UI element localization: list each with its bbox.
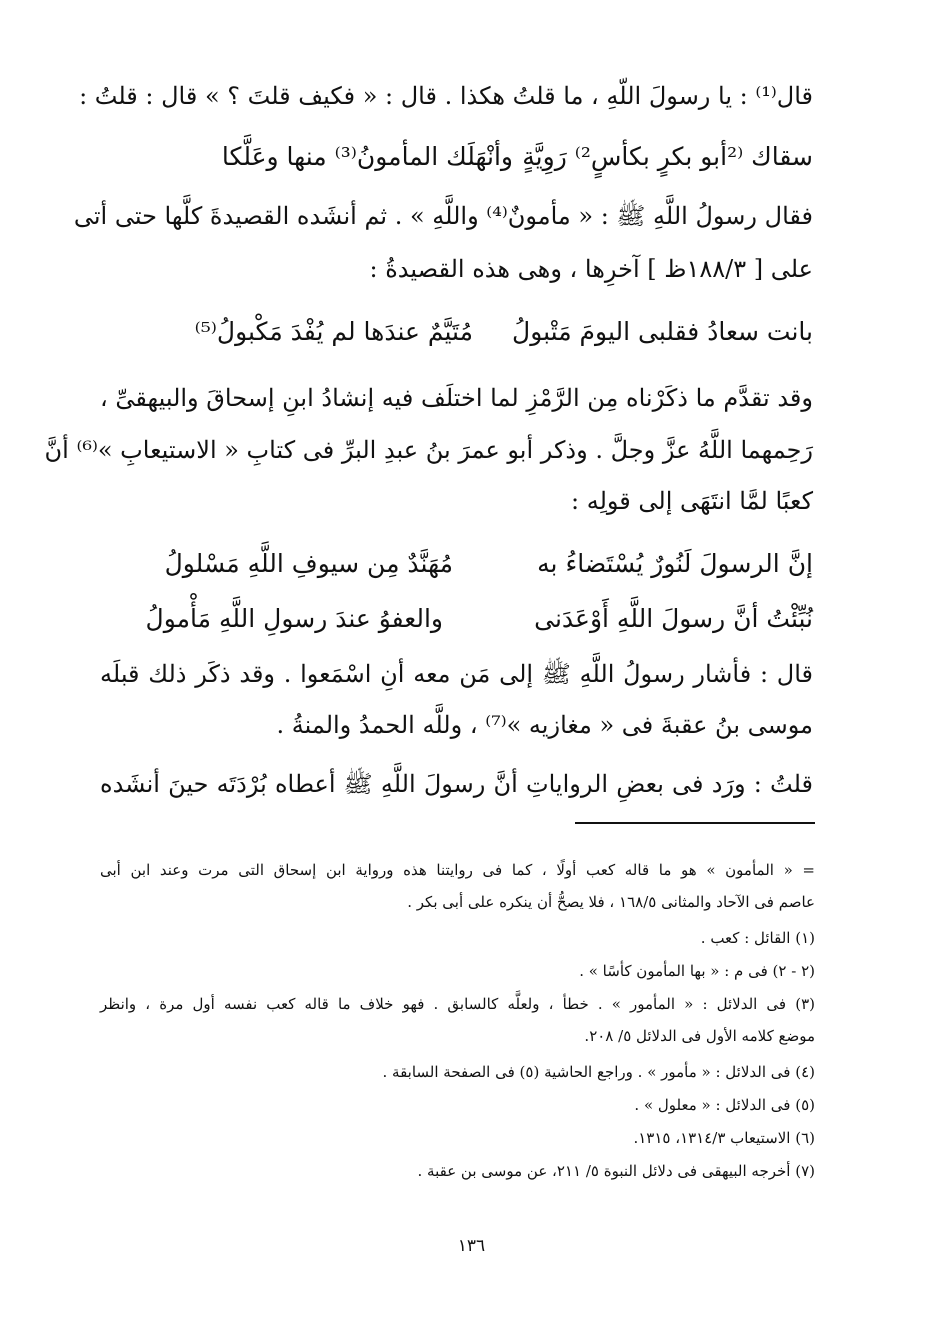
- verse-2-hemistich-1: بانت سعادُ فقلبى اليومَ مَتْبولُ: [512, 317, 813, 346]
- text-line-3: فقال رسولُ اللَّهِ ﷺ : « مأمونٌ⁽⁴⁾ واللَّهِ » . ثم أنشَده القصيدةَ كلَّها حتى أتى: [73, 202, 813, 230]
- verse-4-hemistich-1: نُبِّئْتُ أنَّ رسولَ اللَّهِ أَوْعَدَنى: [534, 604, 813, 633]
- footnote-3-line-1: (٣) فى الدلائل : « المأمور » . خطأ ، ولعلَّه كالسابق . فهو خلاف ما قاله كعب نفسه أول مرة ، وانظر: [100, 995, 815, 1013]
- text-line-11: قال : فأشار رسولُ اللَّهِ ﷺ إلى مَن معه أنِ اسْمَعوا . وقد ذكَر ذلك قبلَه: [100, 660, 813, 688]
- footnote-4: (٤) فى الدلائل : « مأمور » . وراجع الحاشية (٥) فى الصفحة السابقة .: [382, 1063, 815, 1081]
- footnote-1: (١) القائل : كعب .: [700, 929, 815, 947]
- footnote-7: (٧) أخرجه البيهقى فى دلائل النبوة ٥/ ٢١١، عن موسى بن عقبة .: [417, 1162, 815, 1180]
- verse-3-hemistich-1: إنَّ الرسولَ لَنُورٌ يُسْتَضاءُ به: [537, 549, 813, 578]
- page-number: ١٣٦: [457, 1236, 486, 1256]
- text-line-6: وقد تقدَّم ما ذكَرْناه مِن الرَّمْزِ لما اختلَف فيه إنشادُ ابنِ إسحاقَ والبيهقىِّ ،: [100, 384, 813, 412]
- text-line-7: رَحِمهما اللَّهُ عزَّ وجلَّ . وذكر أبو عمرَ بنُ عبدِ البرِّ فى كتابِ « الاستيعابِ »⁽⁶⁾ أنَّ: [44, 436, 813, 464]
- footnote-separator: [575, 822, 815, 824]
- text-line-1: قال⁽¹⁾ : يا رسولَ اللّهِ ، ما قلتُ هكذا . قال : « فكيف قلتَ ؟ » قال : قلتُ :: [79, 82, 813, 110]
- footnote-continuation-line-2: عاصم فى الآحاد والمثانى ١٦٨/٥ ، فلا يصحُّ أن ينكره على أبى بكر .: [407, 893, 815, 911]
- verse-3-hemistich-2: مُهَنَّدٌ مِن سيوفِ اللَّهِ مَسْلولُ: [164, 549, 453, 578]
- verse-2-hemistich-2: مُتَيَّمٌ عندَها لم يُفْدَ مَكْبولُ⁽⁵⁾: [194, 317, 473, 346]
- footnote-5: (٥) فى الدلائل : « معلول » .: [634, 1096, 815, 1114]
- text-line-12: موسى بنُ عقبةَ فى « مغازيه »⁽⁷⁾ ، وللَّه الحمدُ والمنةُ .: [276, 711, 813, 739]
- verse-1-hemistich-2: وأنْهَلَك المأمونُ⁽³⁾ منها وعَلَّكا: [221, 142, 513, 171]
- footnote-2: (٢ - ٢) فى م : « بها المأمون كأسًا » .: [579, 962, 815, 980]
- text-line-8: كعبًا لمَّا انتَهَى إلى قولِه :: [571, 487, 813, 515]
- verse-4-hemistich-2: والعفوُ عندَ رسولِ اللَّهِ مَأْمولُ: [145, 604, 443, 633]
- footnote-3-line-2: موضع كلامه الأول فى الدلائل ٥/ ٢٠٨.: [584, 1027, 815, 1045]
- text-line-13: قلتُ : ورَد فى بعضِ الرواياتِ أنَّ رسولَ اللَّهِ ﷺ أعطاه بُرْدَتَه حينَ أنشَده: [100, 770, 813, 798]
- footnote-6: (٦) الاستيعاب ١٣١٤/٣، ١٣١٥.: [633, 1129, 815, 1147]
- text-line-4: على [ ١٨٨/٣ظ ] آخرِها ، وهى هذه القصيدةُ :: [369, 255, 813, 283]
- footnote-continuation-line-1: = « المأمون » هو ما قاله كعب أولًا ، كما فى روايتنا هذه ورواية ابن إسحاق التى مرت وعند ابن أبى: [100, 861, 815, 879]
- verse-1-hemistich-1: سقاك ⁽²أبو بكرٍ بكأسٍ²⁾ رَوِيَّةٍ: [522, 142, 813, 171]
